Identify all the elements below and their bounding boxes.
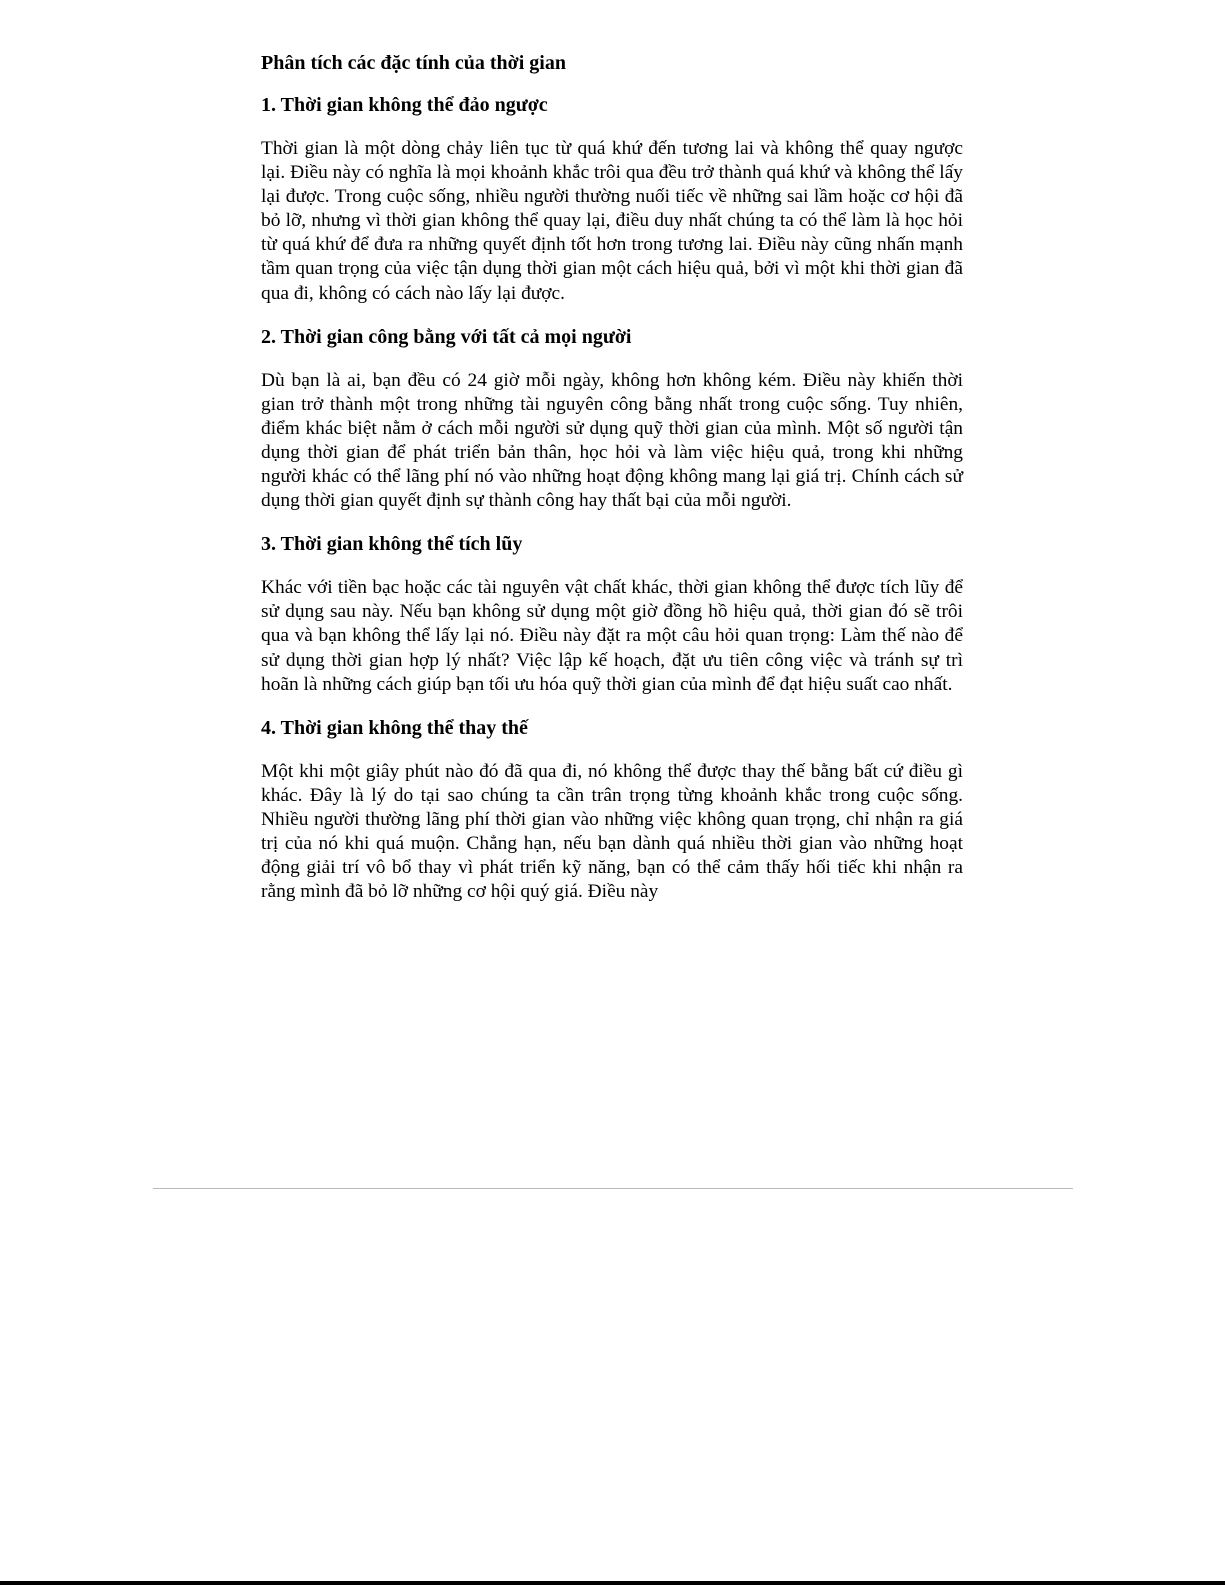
document-title: Phân tích các đặc tính của thời gian [261,52,566,74]
section-body-3: Khác với tiền bạc hoặc các tài nguyên vật chất khác, thời gian không thể được tích lũy để sử dụng sau này. Nếu bạn không sử dụng một giờ đồng hồ hiệu quả, thời gian đó sẽ trôi qua và bạn không thể lấy lại nó. Điều này đặt ra một câu hỏi quan trọng: Làm thế nào để sử dụng thời gian hợp lý nhất? Việc lập kế hoạch, đặt ưu tiên công việc và tránh sự trì hoãn là những cách giúp bạn tối ưu hóa quỹ thời gian của mình để đạt hiệu suất cao nhất. [261,577,963,695]
section-heading-3: 3. Thời gian không thể tích lũy [261,533,523,556]
page-break-divider [153,1188,1073,1189]
section-heading-4: 4. Thời gian không thể thay thế [261,716,528,739]
document-page [261,50,963,922]
section-body-4: Một khi một giây phút nào đó đã qua đi, nó không thể được thay thế bằng bất cứ điều gì khác. Đây là lý do tại sao chúng ta cần trân trọng từng khoảnh khắc trong cuộc sống. Nhiều người thường lãng phí thời gian vào những việc không quan trọng, chỉ nhận ra giá trị của nó khi quá muộn. Chẳng hạn, nếu bạn dành quá nhiều thời gian vào những hoạt động giải trí vô bổ thay vì phát triển kỹ năng, bạn có thể cảm thấy hối tiếc khi nhận ra rằng mình đã bỏ lỡ những cơ hội quý giá. Điều này [261,760,963,903]
section-body-2: Dù bạn là ai, bạn đều có 24 giờ mỗi ngày, không hơn không kém. Điều này khiến thời gian trở thành một trong những tài nguyên công bằng nhất trong cuộc sống. Tuy nhiên, điểm khác biệt nằm ở cách mỗi người sử dụng quỹ thời gian của mình. Một số người tận dụng thời gian để phát triển bản thân, học hỏi và làm việc hiệu quả, trong khi những người khác có thể lãng phí nó vào những hoạt động không mang lại giá trị. Chính cách sử dụng thời gian quyết định sự thành công hay thất bại của mỗi người. [261,369,963,512]
section-heading-2: 2. Thời gian công bằng với tất cả mọi người [261,325,632,348]
bottom-edge-bar [0,1581,1225,1585]
section-heading-1: 1. Thời gian không thể đảo ngược [261,94,548,116]
section-body-1: Thời gian là một dòng chảy liên tục từ quá khứ đến tương lai và không thể quay ngược lại. Điều này có nghĩa là mọi khoảnh khắc trôi qua đều trở thành quá khứ và không thể lấy lại được. Trong cuộc sống, nhiều người thường nuối tiếc về những sai lầm hoặc cơ hội đã bỏ lỡ, nhưng vì thời gian không thể quay lại, điều duy nhất chúng ta có thể làm là học hỏi từ quá khứ để đưa ra những quyết định tốt hơn trong tương lai. Điều này cũng nhấn mạnh tầm quan trọng của việc tận dụng thời gian một cách hiệu quả, bởi vì một khi thời gian đã qua đi, không có cách nào lấy lại được. [261,138,963,304]
